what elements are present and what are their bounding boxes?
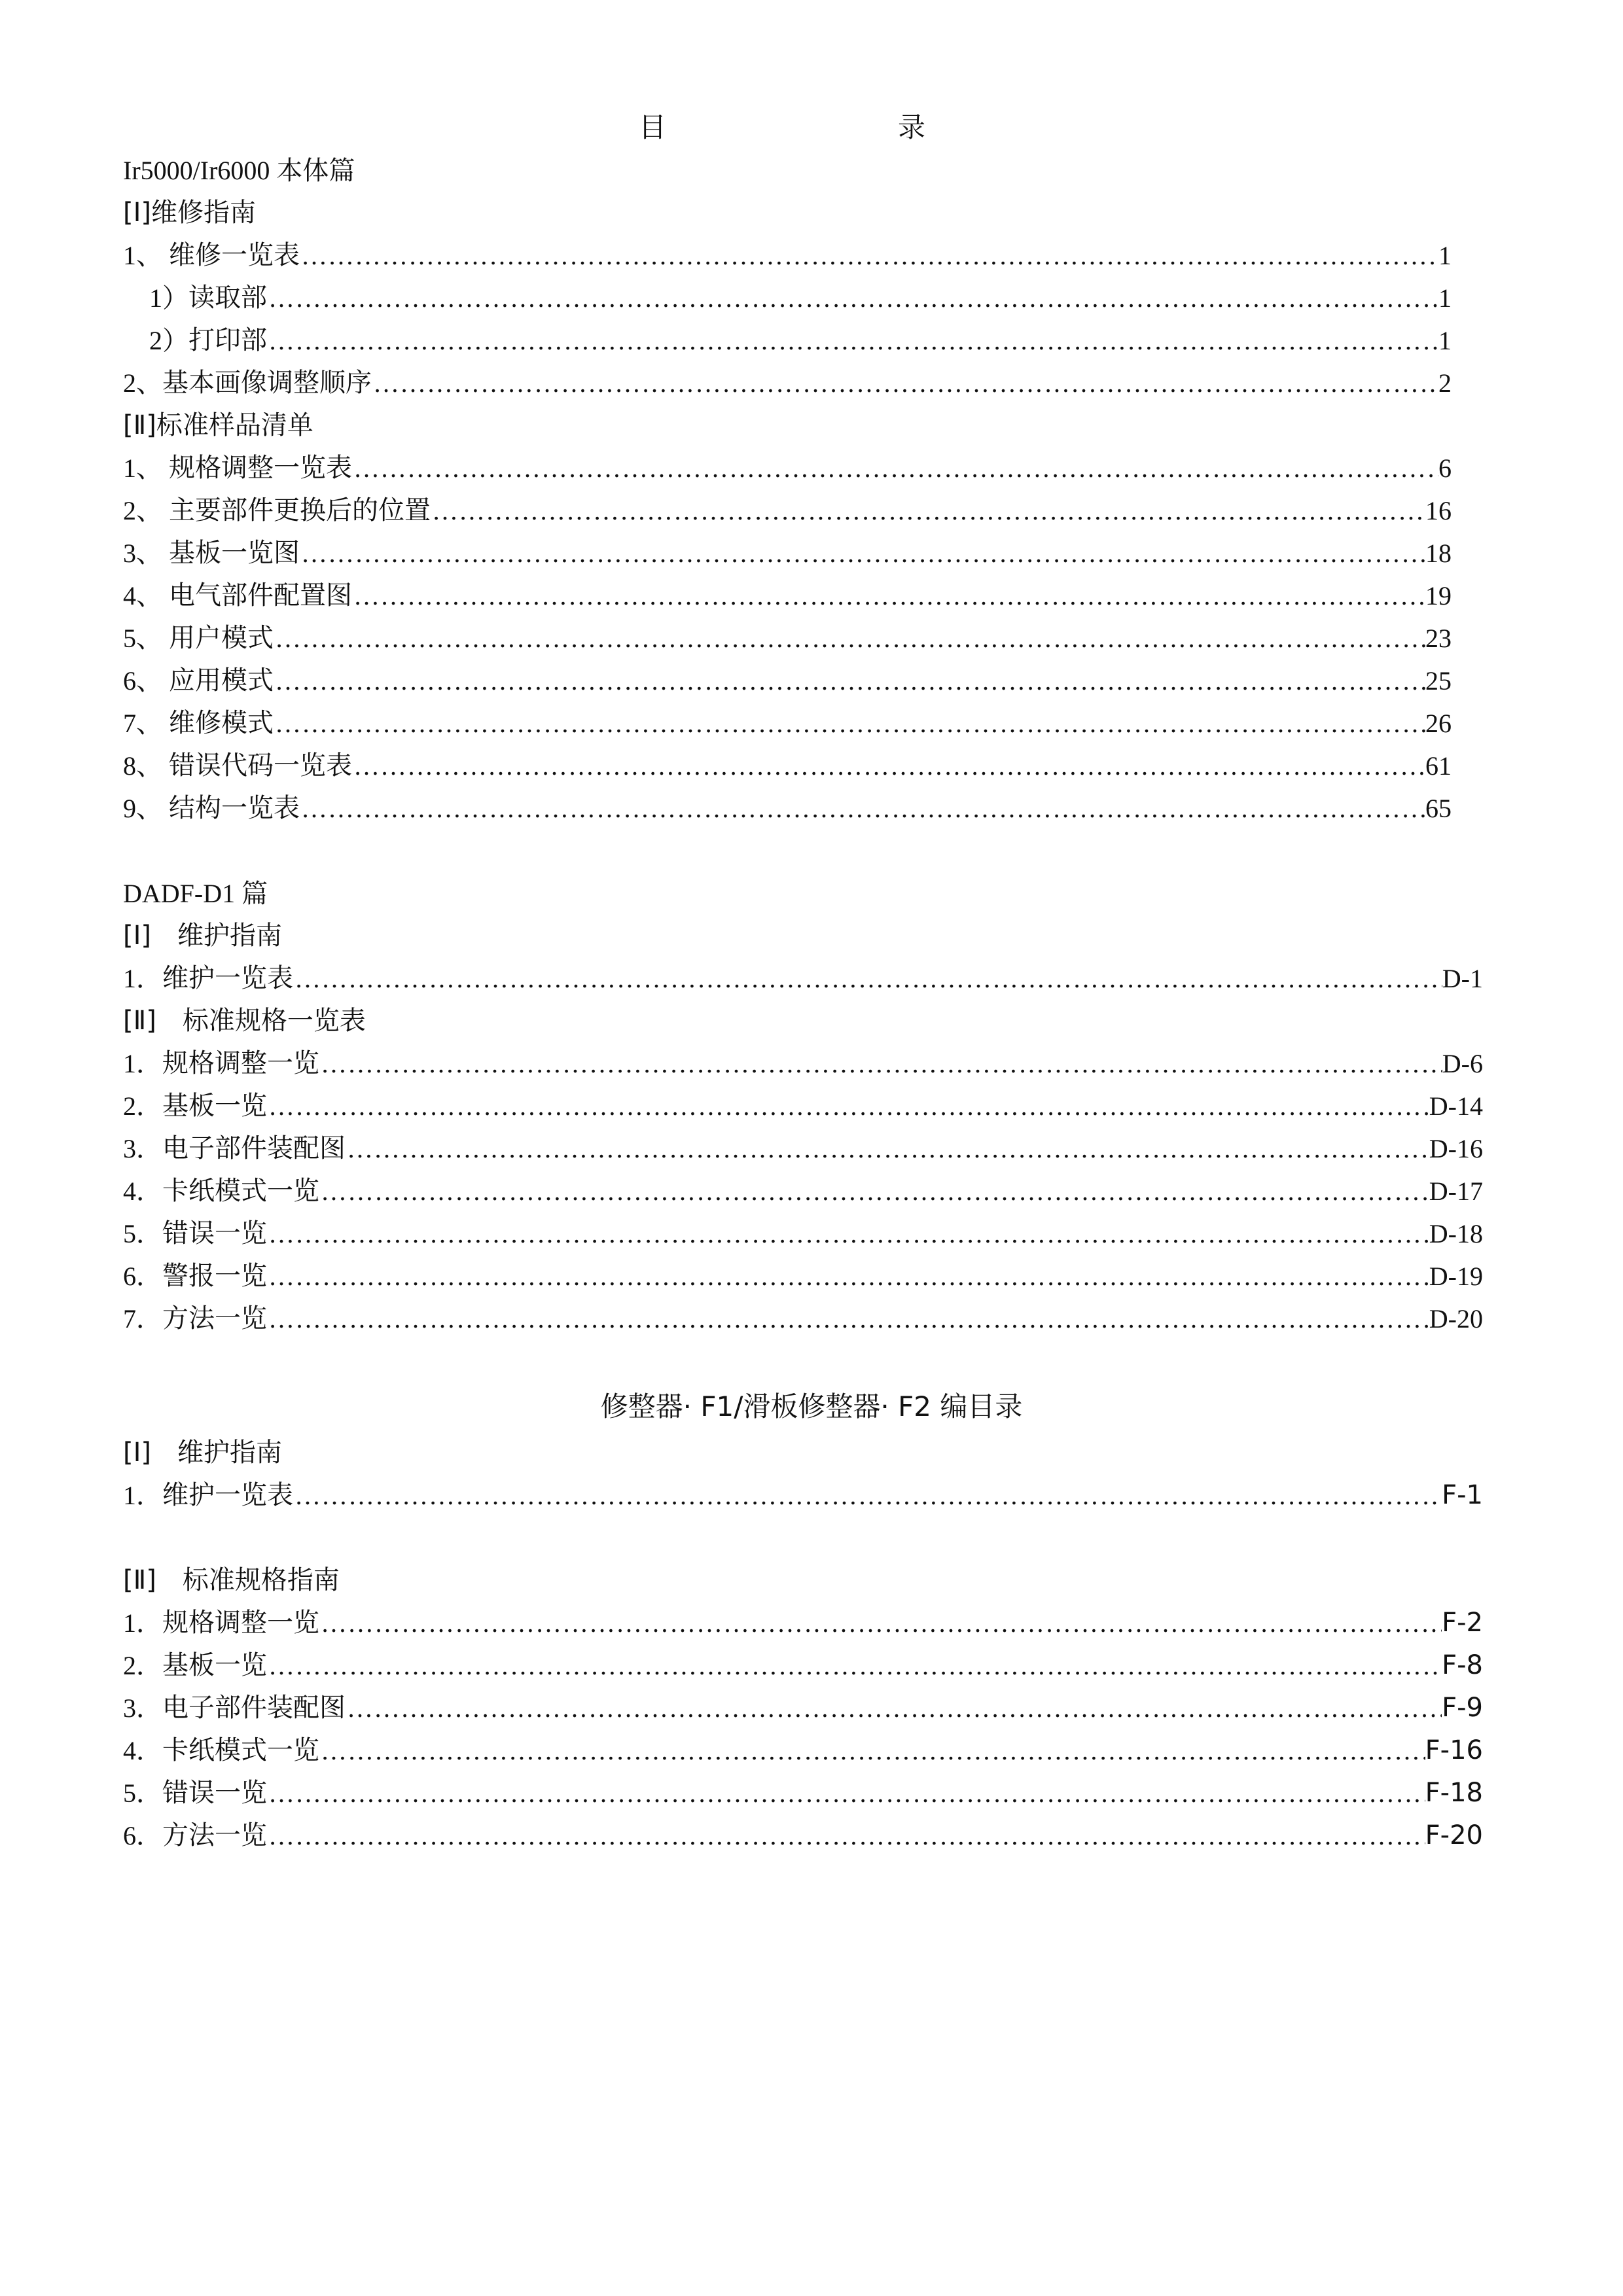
entry-title: 主要部件更换后的位置: [169, 495, 431, 525]
entry-title: 维修模式: [169, 708, 274, 738]
entry-page-number: D-6: [1442, 1049, 1483, 1078]
entry-title: 卡纸模式一览: [162, 1176, 319, 1206]
dot-leader: [267, 1772, 1425, 1814]
toc-entry: [123, 1127, 1483, 1170]
toc-entry: [123, 234, 1452, 277]
toc-list: [123, 957, 1483, 1000]
entry-title: 错误一览: [162, 1218, 267, 1248]
entry-title: 维修一览表: [169, 240, 300, 270]
entry-title: 规格调整一览: [162, 1048, 319, 1078]
dot-leader: [372, 362, 1438, 404]
entry-title: 基板一览: [162, 1091, 267, 1121]
section-heading-finisher: 修整器· F1/滑板修整器· F2 编目录: [600, 1390, 1023, 1422]
toc-entry: [123, 277, 1452, 319]
dot-leader: [293, 1474, 1442, 1517]
dot-leader: [319, 1042, 1442, 1085]
entry-number: 1．: [123, 964, 162, 993]
toc-entry: [123, 1298, 1483, 1340]
dot-leader: [352, 574, 1425, 617]
dot-leader: [274, 702, 1425, 745]
entry-page-number: 25: [1425, 666, 1452, 696]
dot-leader: [319, 1729, 1425, 1772]
entry-page-number: 6: [1438, 453, 1452, 483]
toc-entry: [123, 1212, 1483, 1255]
part-heading: [Ⅱ]标准样品清单: [123, 410, 313, 440]
entry-title: 用户模式: [169, 623, 274, 653]
entry-title: 基板一览: [162, 1650, 267, 1680]
dot-leader: [274, 617, 1425, 660]
entry-page-number: D-1: [1442, 964, 1483, 993]
entry-title: 错误代码一览表: [169, 751, 352, 781]
toc-entry: [123, 1644, 1483, 1687]
entry-page-number: D-17: [1429, 1176, 1483, 1206]
toc-entry: [123, 1255, 1483, 1298]
toc-entry: [123, 447, 1452, 489]
part-heading: [Ⅰ] 维护指南: [123, 1438, 283, 1468]
toc-entry: [123, 1687, 1483, 1729]
entry-title: 电子部件装配图: [162, 1693, 346, 1723]
dot-leader: [352, 447, 1438, 489]
entry-title: 基本画像调整顺序: [162, 368, 372, 398]
entry-page-number: D-16: [1429, 1134, 1483, 1163]
toc-entry: [123, 1474, 1483, 1517]
entry-page-number: 61: [1425, 751, 1452, 781]
entry-number: 7．: [123, 1304, 162, 1333]
toc-entry: [123, 617, 1452, 660]
toc-entry: [123, 532, 1452, 574]
entry-page-number: F-2: [1442, 1608, 1483, 1638]
dot-leader: [431, 489, 1425, 532]
dot-leader: [300, 787, 1425, 830]
entry-title: 警报一览: [162, 1261, 267, 1291]
entry-page-number: 1: [1438, 283, 1452, 313]
entry-number: 6．: [123, 1821, 162, 1850]
dot-leader: [346, 1687, 1442, 1729]
part-heading: [Ⅱ] 标准规格一览表: [123, 1006, 366, 1036]
dot-leader: [300, 234, 1438, 277]
entry-page-number: D-20: [1429, 1304, 1483, 1333]
dot-leader: [267, 1644, 1442, 1687]
entry-page-number: 16: [1425, 496, 1452, 525]
entry-number: 5．: [123, 1219, 162, 1248]
entry-number: 9、: [123, 794, 169, 823]
section-finisher: [123, 1432, 1483, 1857]
toc-entry: [123, 489, 1452, 532]
dot-leader: [352, 745, 1425, 787]
entry-page-number: F-16: [1425, 1735, 1483, 1765]
entry-number: 2．: [123, 1091, 162, 1121]
entry-number: 3、: [123, 539, 169, 568]
part-heading: [Ⅰ]维修指南: [123, 198, 257, 228]
entry-page-number: 2: [1438, 368, 1452, 398]
entry-number: 2．: [123, 1651, 162, 1680]
entry-page-number: D-18: [1429, 1219, 1483, 1248]
section-dadf: [123, 872, 1483, 1340]
entry-number: 6．: [123, 1262, 162, 1291]
entry-page-number: D-19: [1429, 1262, 1483, 1291]
entry-page-number: F-20: [1425, 1820, 1483, 1850]
entry-number: 6、: [123, 666, 169, 696]
entry-number: 1．: [123, 1608, 162, 1638]
toc-entry: [123, 745, 1452, 787]
entry-title: 错误一览: [162, 1778, 267, 1808]
toc-entry: [123, 702, 1452, 745]
toc-entry: [123, 574, 1452, 617]
dot-leader: [267, 1298, 1429, 1340]
toc-list: [123, 1602, 1483, 1857]
entry-number: 3．: [123, 1134, 162, 1163]
section-heading: Ir5000/Ir6000 本体篇: [123, 156, 355, 185]
toc-entry: [123, 319, 1452, 362]
entry-page-number: 19: [1425, 581, 1452, 610]
section-ir5000: [123, 149, 1452, 830]
entry-number: 7、: [123, 709, 169, 738]
entry-title: 维护一览表: [162, 1480, 293, 1510]
entry-page-number: 18: [1425, 539, 1452, 568]
dot-leader: [267, 1255, 1429, 1298]
toc-entry: [123, 1772, 1483, 1814]
part-heading: [Ⅰ] 维护指南: [123, 921, 283, 951]
entry-number: 2、: [123, 496, 169, 525]
entry-title: 方法一览: [162, 1820, 267, 1850]
entry-title: 电子部件装配图: [162, 1133, 346, 1163]
toc-entry: [123, 957, 1483, 1000]
entry-number: 5．: [123, 1778, 162, 1808]
entry-number: 4、: [123, 581, 169, 610]
toc-list: [123, 447, 1452, 830]
entry-number: 5、: [123, 624, 169, 653]
entry-number: 3．: [123, 1693, 162, 1723]
dot-leader: [274, 660, 1425, 702]
entry-title: 方法一览: [162, 1303, 267, 1333]
entry-page-number: 1: [1438, 326, 1452, 355]
toc-entry: [123, 1170, 1483, 1212]
entry-title: 结构一览表: [169, 793, 300, 823]
entry-page-number: 23: [1425, 624, 1452, 653]
entry-number: 1、: [123, 241, 169, 270]
dot-leader: [293, 957, 1442, 1000]
entry-page-number: 1: [1438, 241, 1452, 270]
entry-title: 规格调整一览表: [169, 453, 352, 483]
entry-page-number: F-18: [1425, 1778, 1483, 1808]
toc-entry: [123, 1602, 1483, 1644]
toc-entry: [123, 787, 1452, 830]
dot-leader: [267, 277, 1438, 319]
entry-page-number: 65: [1425, 794, 1452, 823]
entry-title: 维护一览表: [162, 963, 293, 993]
toc-entry: [123, 1042, 1483, 1085]
section-heading: DADF-D1 篇: [123, 879, 268, 908]
entry-title: 电气部件配置图: [169, 580, 352, 610]
entry-page-number: D-14: [1429, 1091, 1483, 1121]
dot-leader: [319, 1602, 1442, 1644]
entry-number: 1）: [123, 283, 188, 313]
entry-number: 4．: [123, 1736, 162, 1765]
dot-leader: [300, 532, 1425, 574]
entry-number: 2）: [123, 326, 188, 355]
entry-number: 8、: [123, 751, 169, 781]
entry-number: 1．: [123, 1481, 162, 1510]
toc-list: [123, 234, 1452, 404]
toc-list: [123, 1042, 1483, 1340]
entry-title: 打印部: [188, 325, 267, 355]
entry-title: 应用模式: [169, 665, 274, 696]
toc-entry: [123, 1729, 1483, 1772]
toc-entry: [123, 362, 1452, 404]
entry-page-number: 26: [1425, 709, 1452, 738]
dot-leader: [267, 1814, 1425, 1857]
entry-title: 卡纸模式一览: [162, 1735, 319, 1765]
page-title: 目 录: [638, 111, 984, 143]
entry-page-number: F-1: [1442, 1480, 1483, 1510]
toc-list: [123, 1474, 1483, 1517]
entry-number: 2、: [123, 368, 162, 398]
entry-number: 1．: [123, 1049, 162, 1078]
entry-title: 规格调整一览: [162, 1608, 319, 1638]
dot-leader: [346, 1127, 1429, 1170]
entry-title: 读取部: [188, 283, 267, 313]
dot-leader: [267, 319, 1438, 362]
dot-leader: [267, 1212, 1429, 1255]
entry-page-number: F-9: [1442, 1693, 1483, 1723]
part-heading: [Ⅱ] 标准规格指南: [123, 1565, 340, 1595]
toc-entry: [123, 1085, 1483, 1127]
entry-title: 基板一览图: [169, 538, 300, 568]
entry-number: 1、: [123, 453, 169, 483]
entry-page-number: F-8: [1442, 1650, 1483, 1680]
dot-leader: [267, 1085, 1429, 1127]
toc-entry: [123, 660, 1452, 702]
entry-number: 4．: [123, 1176, 162, 1206]
dot-leader: [319, 1170, 1429, 1212]
toc-entry: [123, 1814, 1483, 1857]
